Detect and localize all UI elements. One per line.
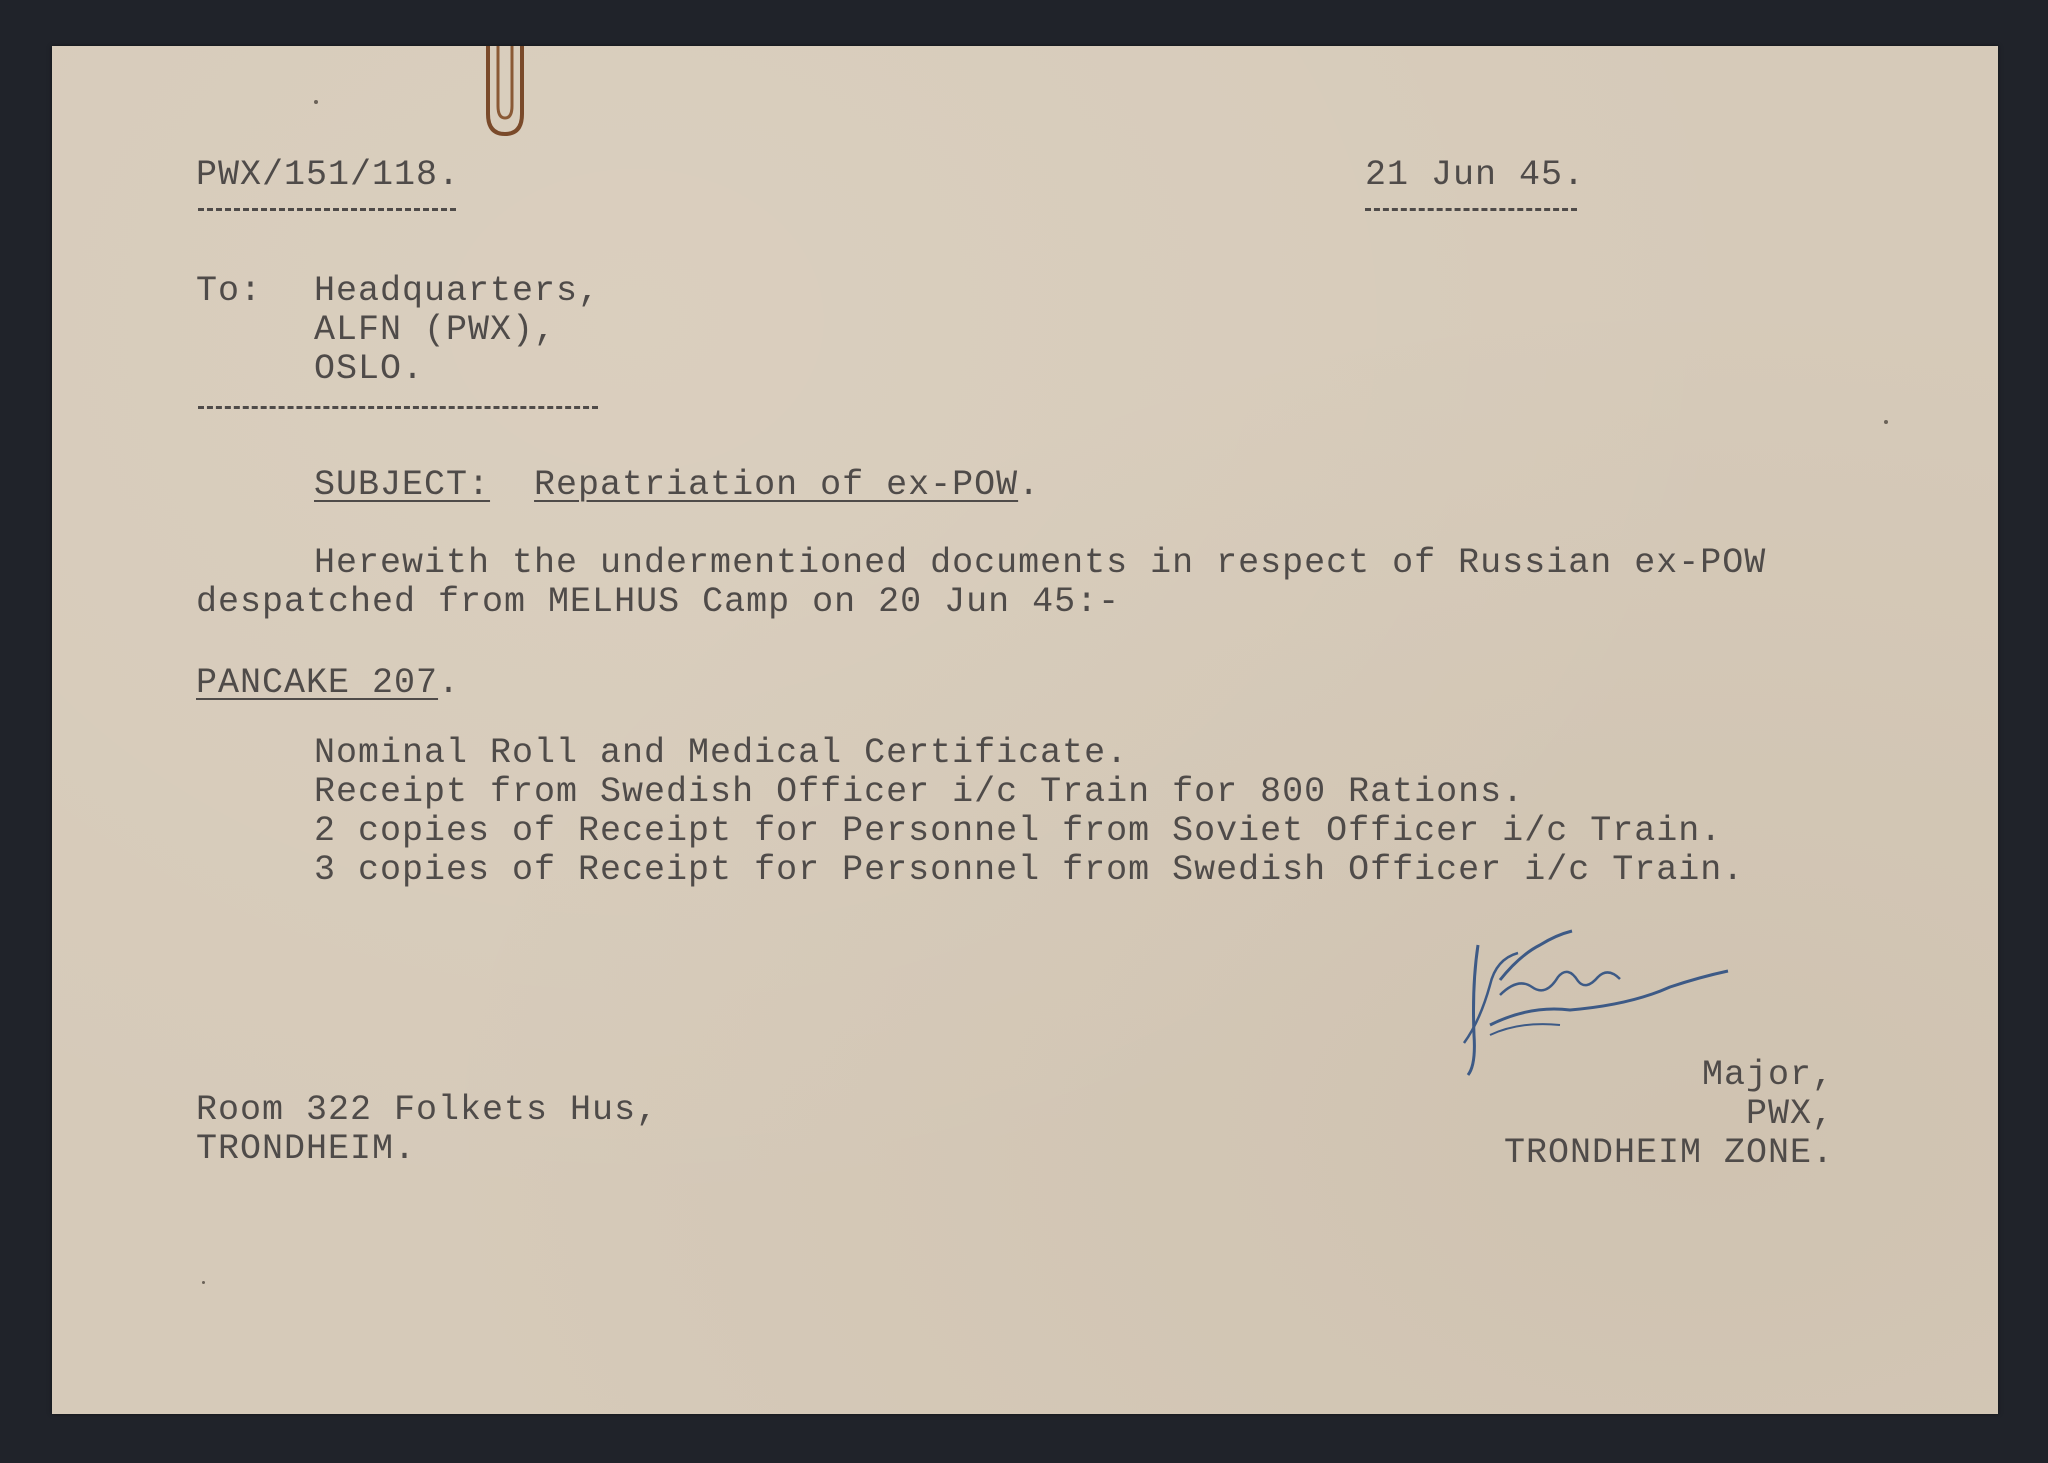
list-item: 2 copies of Receipt for Personnel from Soviet Officer i/c Train. xyxy=(314,811,1723,851)
body-line: Herewith the undermentioned documents in respect of Russian ex-POW xyxy=(314,543,1767,583)
section-title: PANCAKE 207 xyxy=(196,663,439,703)
paper-clip-icon xyxy=(480,46,530,141)
list-item: Receipt from Swedish Officer i/c Train for 800 Rations. xyxy=(314,772,1525,812)
list-item: 3 copies of Receipt for Personnel from Swedish Officer i/c Train. xyxy=(314,850,1745,890)
signatory-rank: Major, xyxy=(1701,1055,1834,1095)
paper-speck xyxy=(314,100,318,104)
sender-address-line: Room 322 Folkets Hus, xyxy=(196,1090,659,1130)
subject-label: SUBJECT: xyxy=(314,465,491,505)
addressee-line: OSLO. xyxy=(314,349,425,389)
subject-text: Repatriation of ex-POW xyxy=(534,465,1019,505)
section-terminator: . xyxy=(438,663,461,703)
paper-speck xyxy=(202,1281,205,1284)
paper-speck xyxy=(1884,420,1888,424)
addressee-prefix: To: xyxy=(196,271,263,311)
subject-line xyxy=(314,466,1040,505)
document-page xyxy=(52,46,1998,1414)
addressee-line: Headquarters, xyxy=(314,271,601,311)
subject-terminator: . xyxy=(1018,465,1041,505)
addressee-rule xyxy=(198,406,598,409)
signatory-unit: PWX, xyxy=(1745,1094,1834,1134)
sender-address-line: TRONDHEIM. xyxy=(196,1129,417,1169)
list-item: Nominal Roll and Medical Certificate. xyxy=(314,733,1129,773)
section-title-line xyxy=(196,664,460,703)
date-rule xyxy=(1365,208,1577,211)
addressee-line: ALFN (PWX), xyxy=(314,310,557,350)
letter-date: 21 Jun 45. xyxy=(1365,155,1586,195)
reference-number: PWX/151/118. xyxy=(196,155,461,195)
reference-rule xyxy=(198,208,456,211)
signatory-zone: TRONDHEIM ZONE. xyxy=(1503,1133,1834,1173)
body-line: despatched from MELHUS Camp on 20 Jun 45:- xyxy=(196,582,1121,622)
